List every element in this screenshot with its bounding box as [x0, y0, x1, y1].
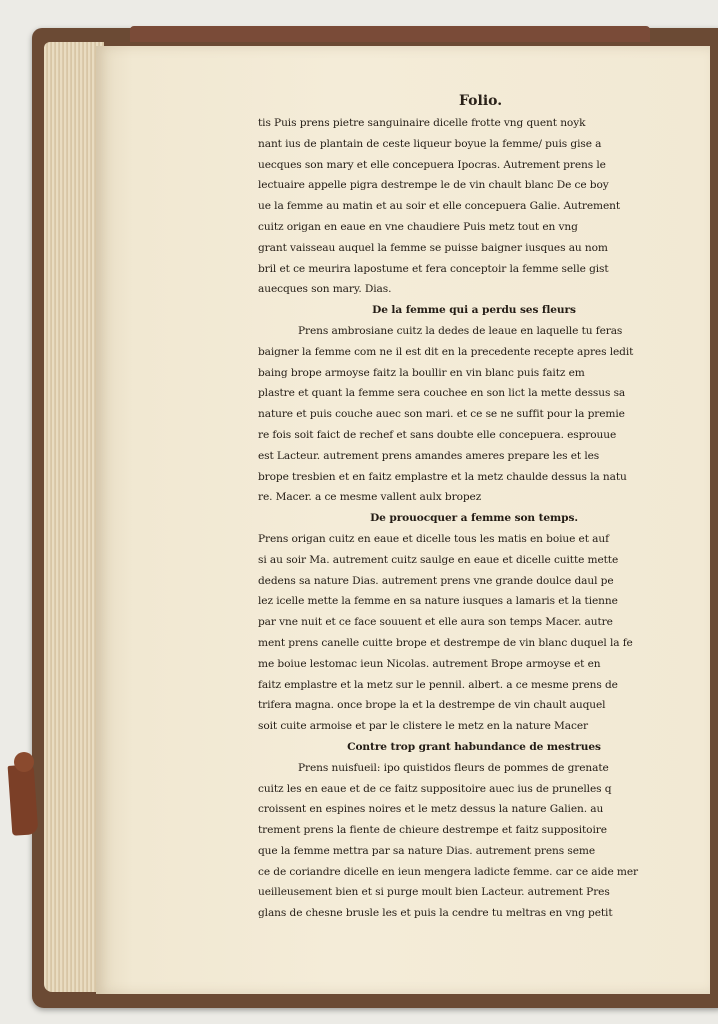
section-heading: De prouocquer a femme son temps. — [370, 512, 578, 525]
text-line: par vne nuit et ce face souuent et elle aura son temps Macer. autre — [258, 616, 613, 629]
text-line: ment prens canelle cuitte brope et destrempe de vin blanc duquel la fe — [258, 636, 633, 649]
text-line: croissent en espines noires et le metz dessus la nature Galien. au — [258, 803, 604, 816]
text-line: bril et ce meurira lapostume et fera conceptoir la femme selle gist — [258, 262, 609, 275]
text-line: Prens origan cuitz en eaue et dicelle tous les matis en boiue et auf — [258, 532, 609, 545]
text-line: soit cuite armoise et par le clistere le metz en la nature Macer — [258, 720, 588, 733]
text-line: ue la femme au matin et au soir et elle concepuera Galie. Autrement — [258, 200, 621, 213]
text-line: plastre et quant la femme sera couchee en son lict la mette dessus sa — [258, 387, 626, 400]
text-line: grant vaisseau auquel la femme se puisse baigner iusques au nom — [258, 241, 608, 254]
text-line: lez icelle mette la femme en sa nature iusques a lamaris et la tienne — [258, 595, 618, 608]
text-line: uecques son mary et elle concepuera Ipocras. Autrement prens le — [258, 158, 606, 171]
text-block — [258, 113, 690, 924]
text-line: glans de chesne brusle les et puis la cendre tu meltras en vng petit — [258, 907, 613, 920]
text-line: lectuaire appelle pigra destrempe le de vin chault blanc De ce boy — [258, 179, 609, 192]
text-line: tis Puis prens pietre sanguinaire dicelle frotte vng quent noyk — [258, 117, 586, 129]
text-line: si au soir Ma. autrement cuitz saulge en eaue et dicelle cuitte mette — [258, 553, 619, 566]
text-line: trifera magna. once brope la et la destrempe de vin chault auquel — [258, 699, 606, 712]
page-edges — [44, 42, 104, 992]
text-line: re fois soit faict de rechef et sans doubte elle concepuera. esprouue — [258, 428, 617, 441]
text-line: baing brope armoyse faitz la boullir en vin blanc puis faitz em — [258, 366, 585, 379]
ribbon-bookmark — [8, 764, 39, 836]
text-line: baigner la femme com ne il est dit en la precedente recepte apres ledit — [258, 345, 634, 358]
text-line: cuitz les en eaue et de ce faitz suppositoire auec ius de prunelles q — [258, 782, 612, 795]
text-line: cuitz origan en eaue en vne chaudiere Puis metz tout en vng — [258, 220, 578, 233]
section-heading: Contre trop grant habundance de mestrues — [347, 740, 601, 753]
text-line: faitz emplastre et la metz sur le pennil. albert. a ce mesme prens de — [258, 678, 618, 691]
text-line: Prens ambrosiane cuitz la dedes de leaue en laquelle tu feras — [298, 324, 623, 337]
text-line: que la femme mettra par sa nature Dias. autrement prens seme — [258, 844, 595, 857]
ribbon-knot — [14, 752, 34, 772]
folio-header: Folio. — [459, 93, 503, 109]
text-line: nature et puis couche auec son mari. et ce se ne suffit pour la premie — [258, 408, 625, 421]
text-line: auecques son mary. Dias. — [258, 283, 392, 296]
text-line: re. Macer. a ce mesme vallent aulx bropez — [258, 491, 482, 504]
text-line: Prens nuisfueil: ipo quistidos fleurs de pommes de grenate — [298, 761, 609, 774]
section-heading: De la femme qui a perdu ses fleurs — [372, 304, 576, 317]
text-line: ce de coriandre dicelle en ieun mengera ladicte femme. car ce aide mer — [258, 865, 638, 878]
book-headband — [130, 26, 650, 42]
text-line: nant ius de plantain de ceste liqueur boyue la femme/ puis gise a — [258, 137, 602, 150]
text-line: ueilleusement bien et si purge moult bien Lacteur. autrement Pres — [258, 886, 610, 899]
text-line: est Lacteur. autrement prens amandes ameres prepare les et les — [258, 449, 600, 462]
text-line: trement prens la fiente de chieure destrempe et faitz suppositoire — [258, 824, 607, 837]
text-line: dedens sa nature Dias. autrement prens vne grande doulce daul pe — [258, 574, 614, 587]
text-line: brope tresbien et en faitz emplastre et la metz chaulde dessus la natu — [258, 470, 627, 483]
text-line: me boiue lestomac ieun Nicolas. autrement Brope armoyse et en — [258, 657, 601, 670]
